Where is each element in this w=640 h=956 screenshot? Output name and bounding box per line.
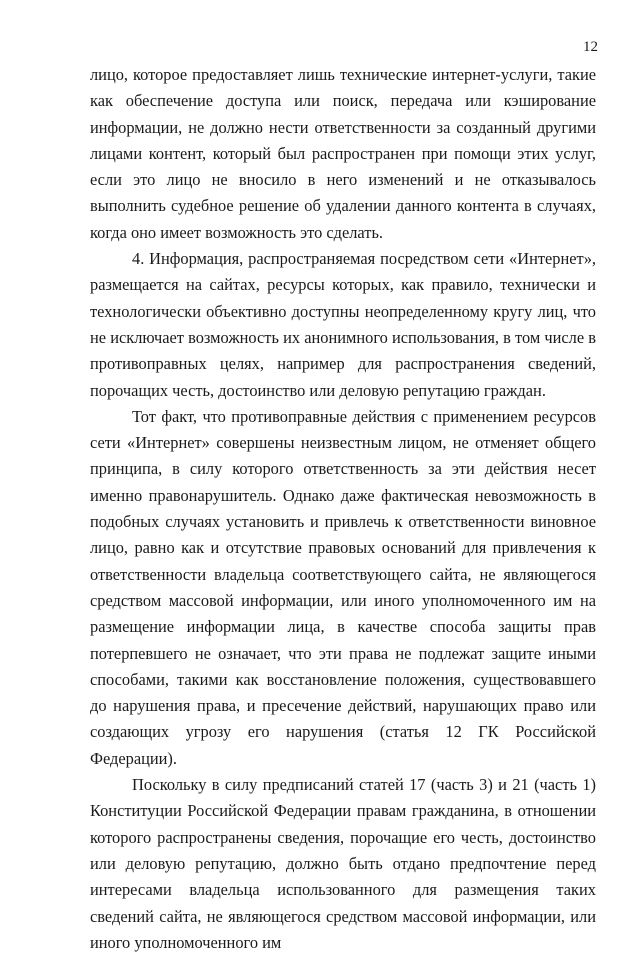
paragraph-constitution: Поскольку в силу предписаний статей 17 (часть 3) и 21 (часть 1) Конституции Российской Федерации правам гражданина, в отношении которого распространены сведения, порочащие его честь, достоинство или деловую репутацию, должно быть отдано предпочтение перед интересами владельца использованного для размещения таких сведений сайта, не являющегося средством массовой информации, или иного уполномоченного им	[90, 775, 596, 952]
document-body	[90, 62, 596, 956]
page-number: 12	[583, 39, 598, 55]
paragraph-unknown-offender: Тот факт, что противоправные действия с применением ресурсов сети «Интернет» совершены неизвестным лицом, не отменяет общего принципа, в силу которого ответственность за эти действия несет именно правонарушитель. Однако даже фактическая невозможность в подобных случаях установить и привлечь к ответственности виновное лицо, равно как и отсутствие правовых оснований для привлечения к ответственности владельца соответствующего сайта, не являющегося средством массовой информации, или иного уполномоченного им на размещение информации лица, в качестве способа защиты прав потерпевшего не означает, что эти права не подлежат защите иными способами, такими как восстановление положения, существовавшего до нарушения права, и пресечение действий, нарушающих право или создающих угрозу его нарушения (статья 12 ГК Российской Федерации).	[90, 406, 596, 768]
paragraph-item-4: 4. Информация, распространяемая посредством сети «Интернет», размещается на сайтах, ресурсы которых, как правило, технически и технологически объективно доступны неопределенному кругу лиц, что не исключает возможность их анонимного использования, в том числе в противоправных целях, например для распространения сведений, порочащих честь, достоинство или деловую репутацию граждан.	[90, 249, 596, 400]
paragraph-continuation: лицо, которое предоставляет лишь технические интернет-услуги, такие как обеспечение доступа или поиск, передача или кэширование информации, не должно нести ответственности за созданный другими лицами контент, который был распространен при помощи этих услуг, если это лицо не вносило в него изменений и не отказывалось выполнить судебное решение об удалении данного контента в случаях, когда оно имеет возможность это сделать.	[90, 65, 596, 242]
